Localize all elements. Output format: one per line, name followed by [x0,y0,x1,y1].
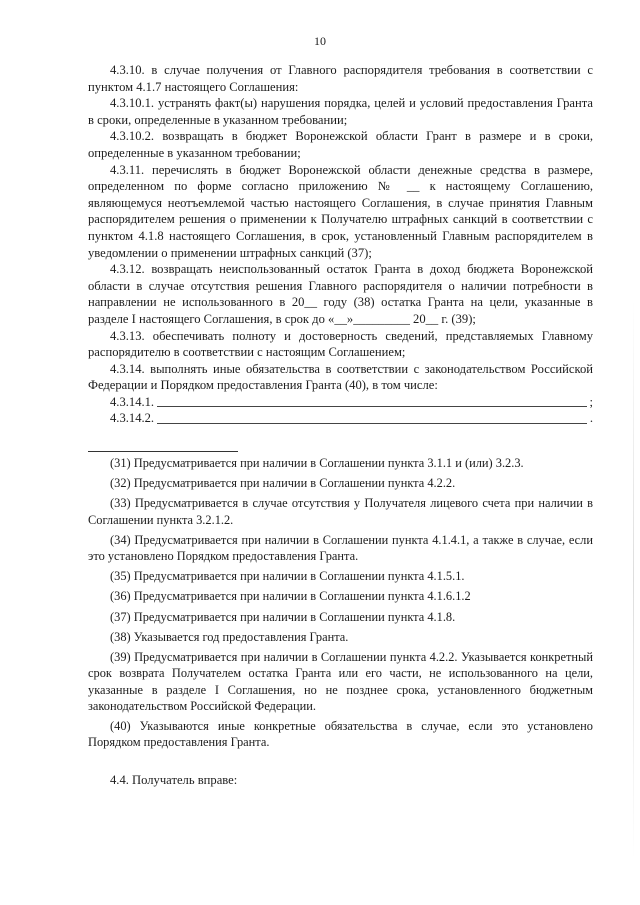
clause-4-3-14-1 [88,394,593,411]
clause-4-3-14-2 [88,410,593,427]
footnote-31: (31) Предусматривается при наличии в Соглашении пункта 3.1.1 и (или) 3.2.3. [110,456,524,471]
clause-4-3-10-2: 4.3.10.2. возвращать в бюджет Воронежской области Грант в размере и в сроки, определенные в указанном требовании; [88,129,593,160]
clause-terminator: . [589,411,593,426]
footnote-34: (34) Предусматривается при наличии в Соглашении пункта 4.1.4.1, а также в случае, если это установлено Порядком предоставления Гранта. [88,532,593,564]
clause-4-3-14: 4.3.14. выполнять иные обязательства в соответствии с законодательством Российской Федерации и Порядком предоставления Гранта (40), в том числе: [88,361,593,393]
clause-label: 4.3.14.2. [110,411,155,426]
footnote-40: (40) Указываются иные конкретные обязательства в случае, если это установлено Порядком предоставления Гранта. [88,718,593,750]
footnote-35: (35) Предусматривается при наличии в Соглашении пункта 4.1.5.1. [110,569,465,584]
footnote-36: (36) Предусматривается при наличии в Соглашении пункта 4.1.6.1.2 [110,589,471,604]
document-body [88,62,593,789]
footnote-32: (32) Предусматривается при наличии в Соглашении пункта 4.2.2. [110,476,456,491]
footnotes [88,455,593,750]
fill-in-line [157,422,587,424]
fill-in-line [157,405,586,407]
clause-4-3-11: 4.3.11. перечислять в бюджет Воронежской области денежные средства в размере, определенном по форме согласно приложению № __ к настоящему Соглашению, являющемуся неотъемлемой частью настоящего Соглашения, в случае принятия Главным распорядителем решения о применении к Получателю штрафных санкций в соответствии с пунктом 4.1.8 настоящего Соглашения, в срок, установленный Главным распорядителем в уведомлении о применении штрафных санкций (37); [88,162,593,260]
footnote-39: (39) Предусматривается при наличии в Соглашении пункта 4.2.2. Указывается конкретный срок возврата Получателем остатка Гранта или его части, не использованного на цели, указанные в разделе I Соглашения, но не позднее срока, установленного бюджетным законодательством Российской Федерации. [88,650,593,713]
footnote-38: (38) Указывается год предоставления Гранта. [110,629,349,644]
footnote-37: (37) Предусматривается при наличии в Соглашении пункта 4.1.8. [110,609,456,624]
clause-label: 4.3.14.1. [110,394,155,409]
clause-4-3-10-1: 4.3.10.1. устранять факт(ы) нарушения порядка, целей и условий предоставления Гранта в сроки, определенные в указанном требовании; [88,96,593,127]
footnote-separator [88,451,238,452]
page-number: 10 [314,34,326,48]
clause-4-3-13: 4.3.13. обеспечивать полноту и достоверность сведений, представляемых Главному распорядителю в соответствии с настоящим Соглашением; [88,328,593,360]
clause-terminator: ; [589,394,593,409]
clause-4-3-10: 4.3.10. в случае получения от Главного распорядителя требования в соответствии с пунктом 4.1.7 настоящего Соглашения: [88,63,593,94]
scan-edge-shading [633,300,634,860]
section-4-4-heading: 4.4. Получатель вправе: [110,773,238,788]
clause-4-3-12: 4.3.12. возвращать неиспользованный остаток Гранта в доход бюджета Воронежской области в случае отсутствия решения Главного распорядителя о наличии потребности в направлении не использованного в 20__ году (38) остатка Гранта на цели, указанные в разделе I настоящего Соглашения, в срок до «__»_________ 20__ г. (39); [88,262,593,326]
footnote-33: (33) Предусматривается в случае отсутствия у Получателя лицевого счета при наличии в Соглашении пункта 3.2.1.2. [88,496,593,527]
